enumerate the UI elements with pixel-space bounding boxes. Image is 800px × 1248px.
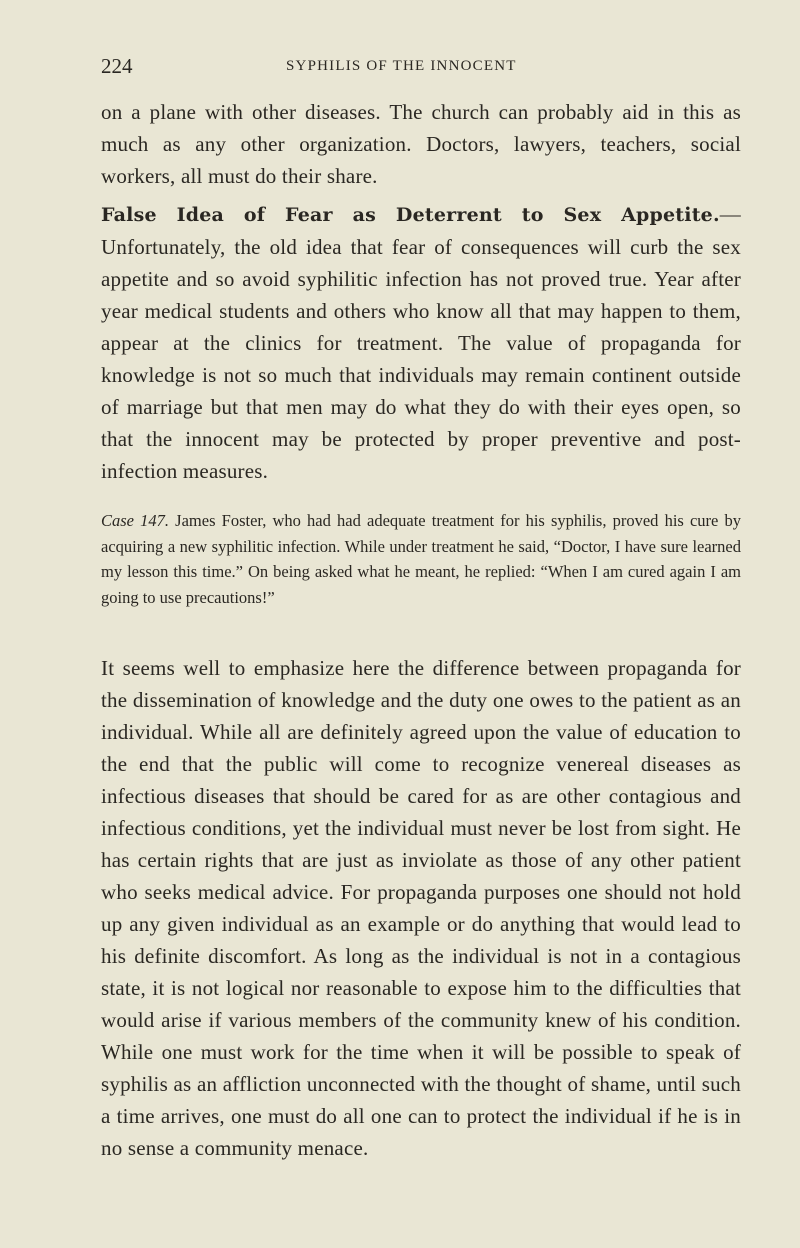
paragraph-false-idea	[101, 198, 741, 487]
case-note	[101, 508, 741, 610]
case-body: James Foster, who had had adequate treatment for his syphilis, proved his cure by acquiring a new syphilitic infection. While under treatment he said, “Doctor, I have sure learned my lesson this time.” On being asked what he meant, he replied: “When I am cured again I am going to use precautions!”	[101, 511, 742, 607]
page-number: 224	[101, 54, 133, 78]
paragraph-body: —Unfortunately, the old idea that fear of consequences will curb the sex appetite and so avoid syphilitic infection has not proved true. Year after year medical students and others who know all that may happen to them, appear at the clinics for treatment. The value of propaganda for knowledge is not so much that individuals may remain continent outside of marriage but that men may do what they do with their eyes open, so that the innocent may be protected by proper preventive and post-infection measures.	[101, 202, 741, 483]
paragraph-continuation: on a plane with other diseases. The church can probably aid in this as much as any other organization. Doctors, lawyers, teachers, social workers, all must do their share.	[101, 100, 741, 188]
paragraph-propaganda: It seems well to emphasize here the difference between propaganda for the dissemination of knowledge and the duty one owes to the patient as an individual. While all are definitely agreed upon the value of education to the end that the public will come to recognize venereal diseases as infectious diseases that should be cared for as are other contagious and infectious conditions, yet the individual must never be lost from sight. He has certain rights that are just as inviolate as those of any other patient who seeks medical advice. For propaganda purposes one should not hold up any given individual as an example or do anything that would lead to his definite discomfort. As long as the individual is not in a contagious state, it is not logical nor reasonable to expose him to the difficulties that would arise if various members of the community knew of his condition. While one must work for the time when it will be possible to speak of syphilis as an affliction unconnected with the thought of shame, until such a time arrives, one must do all one can to protect the individual if he is in no sense a community menace.	[101, 656, 741, 1160]
section-heading: False Idea of Fear as Deterrent to Sex Appetite.	[101, 204, 720, 226]
case-label: Case 147.	[101, 511, 170, 530]
running-title: SYPHILIS OF THE INNOCENT	[286, 58, 517, 74]
page-header	[101, 54, 741, 84]
